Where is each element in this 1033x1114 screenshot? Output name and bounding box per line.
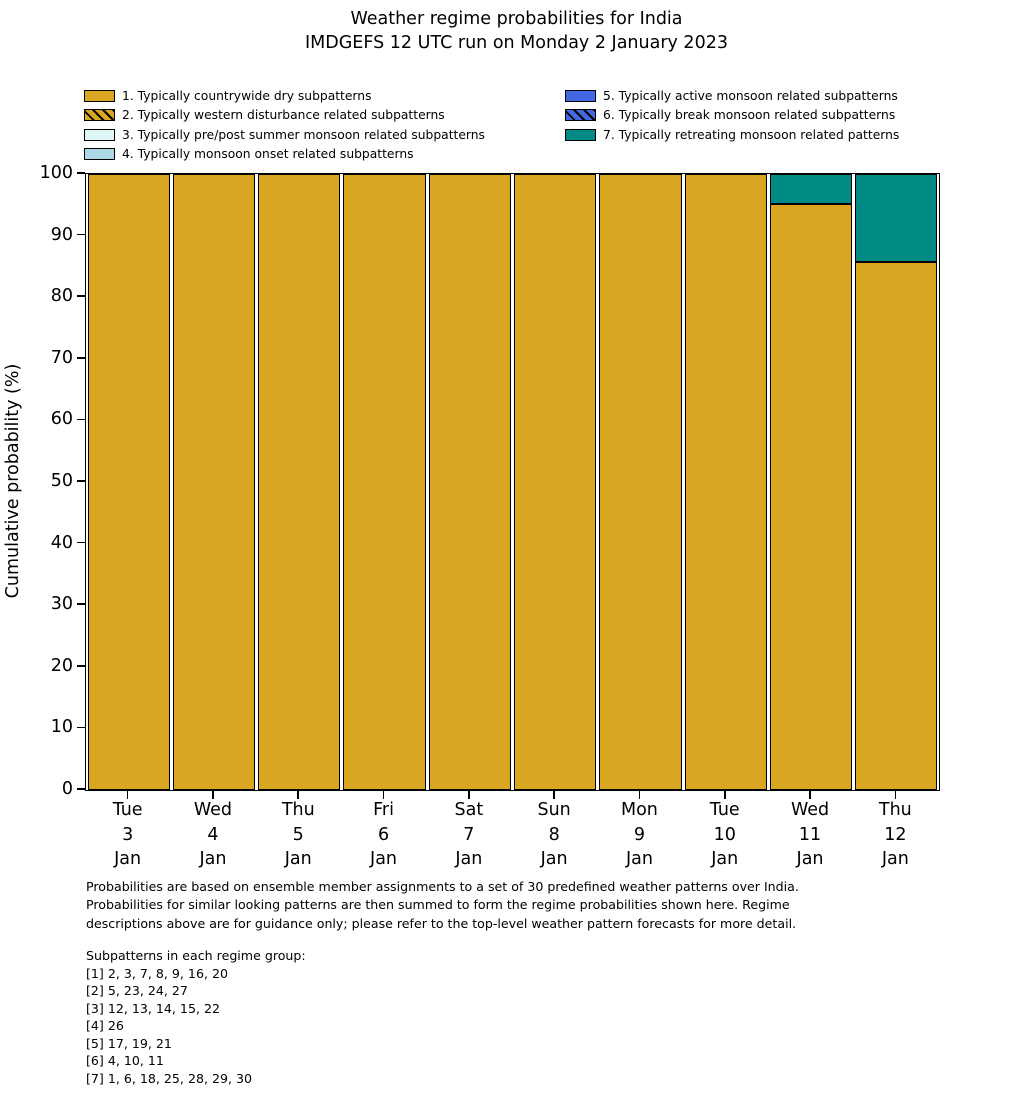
legend-swatch-1: [84, 90, 115, 102]
footer-note: [86, 878, 799, 933]
x-tick-label-line: 12: [884, 824, 907, 845]
x-tick-label-line: 9: [633, 824, 645, 845]
bar-segment: [770, 204, 852, 790]
x-tick-label-line: 5: [292, 824, 304, 845]
legend-column-right: [565, 86, 899, 145]
bar-segment: [88, 174, 170, 790]
legend-label: 6. Typically break monsoon related subpatterns: [603, 108, 896, 123]
x-tick-label: [336, 798, 432, 872]
y-tick-label: 30: [50, 594, 73, 615]
bar-segment: [685, 174, 767, 790]
x-tick-label-line: Jan: [540, 849, 568, 869]
y-tick-mark: [77, 542, 85, 544]
y-tick-mark: [77, 419, 85, 421]
x-tick-label: [762, 798, 858, 872]
legend-item: [84, 125, 485, 145]
x-tick-label-line: Jan: [199, 849, 227, 869]
y-tick-label: 80: [50, 286, 73, 307]
x-tick-label-line: Sat: [454, 800, 484, 820]
subpatterns-line: [1] 2, 3, 7, 8, 9, 16, 20: [86, 965, 228, 981]
subpatterns-line: [2] 5, 23, 24, 27: [86, 983, 188, 998]
legend-swatch-5: [565, 90, 596, 102]
x-tick-label: [421, 798, 517, 872]
bar-segment: [429, 174, 511, 790]
legend-label: 4. Typically monsoon onset related subpatterns: [122, 147, 414, 162]
x-tick-label-line: 3: [122, 824, 134, 845]
x-tick-label: [80, 798, 176, 872]
y-tick-mark: [77, 603, 85, 605]
legend-swatch-6: [565, 109, 596, 121]
y-tick-mark: [77, 234, 85, 236]
legend-label: 3. Typically pre/post summer monsoon related subpatterns: [122, 127, 485, 142]
x-tick-label-line: Mon: [620, 800, 658, 820]
legend-label: 5. Typically active monsoon related subpatterns: [603, 88, 898, 103]
x-tick-label-line: Jan: [711, 849, 739, 869]
x-tick-label-line: 4: [207, 824, 219, 845]
x-tick-label-line: Tue: [709, 800, 740, 820]
x-tick-label-line: Sun: [537, 800, 571, 820]
y-tick-label: 100: [39, 163, 73, 183]
x-tick-label-line: 8: [548, 824, 560, 845]
y-tick-label: 70: [50, 347, 73, 368]
legend-swatch-3: [84, 129, 115, 141]
x-tick-label-line: Jan: [796, 849, 824, 869]
x-tick-label-line: Tue: [112, 800, 143, 820]
subpatterns-line: [3] 12, 13, 14, 15, 22: [86, 1000, 220, 1016]
title-line-2: IMDGEFS 12 UTC run on Monday 2 January 2023: [305, 33, 728, 53]
x-tick-label-line: 7: [463, 824, 475, 845]
x-tick-label: [677, 798, 773, 872]
subpatterns-line: [6] 4, 10, 11: [86, 1053, 164, 1068]
x-tick-label-line: Jan: [284, 849, 312, 869]
x-tick-label-line: 10: [713, 824, 736, 845]
y-tick-label: 20: [50, 655, 73, 676]
legend-label: 1. Typically countrywide dry subpatterns: [122, 88, 372, 103]
legend-swatch-7: [565, 129, 596, 141]
bar-segment: [514, 174, 596, 790]
x-tick-label-line: Jan: [370, 849, 398, 869]
legend-item: [84, 106, 485, 126]
x-tick-label-line: Jan: [455, 849, 483, 869]
y-tick-label: 10: [50, 717, 73, 738]
y-tick-label: 40: [50, 532, 73, 553]
x-tick-label: [250, 798, 346, 872]
subpatterns-line: [5] 17, 19, 21: [86, 1035, 172, 1051]
footer-line: Probabilities are based on ensemble member assignments to a set of 30 predefined weather patterns over India.: [86, 879, 799, 894]
x-tick-label: [591, 798, 687, 872]
y-tick-mark: [77, 295, 85, 297]
x-tick-label-line: 11: [798, 824, 822, 845]
x-tick-label-line: Fri: [373, 800, 394, 820]
bar-segment: [770, 174, 852, 204]
footer-line: Probabilities for similar looking patterns are then summed to form the regime probabilities shown here. Regime: [86, 897, 790, 913]
y-tick-label: 90: [50, 224, 73, 245]
subpatterns-line: [4] 26: [86, 1018, 124, 1033]
legend-column-left: [84, 86, 485, 164]
legend-item: [565, 106, 899, 126]
subpatterns-note: [86, 947, 306, 1087]
x-tick-label-line: Thu: [878, 800, 912, 820]
y-tick-mark: [77, 172, 85, 174]
title-line-1: Weather regime probabilities for India: [350, 9, 683, 29]
x-tick-label-line: Wed: [193, 800, 233, 820]
bar-segment: [599, 174, 681, 790]
bar-segment: [855, 174, 937, 262]
x-tick-label: [165, 798, 261, 872]
subpatterns-line: [7] 1, 6, 18, 25, 28, 29, 30: [86, 1070, 253, 1086]
subpatterns-heading: Subpatterns in each regime group:: [86, 948, 306, 963]
footer-line: descriptions above are for guidance only; please refer to the top-level weather pattern forecasts for more detail.: [86, 915, 797, 931]
plot-area: [85, 173, 940, 791]
bar-segment: [173, 174, 255, 790]
x-tick-label-line: Jan: [881, 849, 909, 869]
legend-item: [84, 86, 485, 106]
x-tick-label-line: Jan: [625, 849, 653, 869]
x-tick-label-line: Jan: [114, 849, 142, 869]
x-tick-label-line: 6: [377, 824, 390, 845]
chart-title: [0, 7, 1033, 55]
y-tick-label: 60: [50, 409, 73, 430]
y-axis-label: Cumulative probability (%): [3, 363, 23, 599]
legend-label: 7. Typically retreating monsoon related patterns: [603, 127, 900, 142]
y-tick-label: 50: [50, 471, 73, 491]
x-tick-label-line: Wed: [790, 800, 830, 820]
y-tick-mark: [77, 357, 85, 359]
legend-swatch-2: [84, 109, 115, 121]
x-tick-label-line: Thu: [281, 800, 315, 820]
x-tick-label: [847, 798, 943, 872]
y-tick-mark: [77, 665, 85, 667]
bar-segment: [343, 174, 425, 790]
y-tick-mark: [77, 727, 85, 729]
legend-label: 2. Typically western disturbance related subpatterns: [122, 108, 445, 123]
legend-swatch-4: [84, 148, 115, 160]
subpatterns-lines: [86, 965, 306, 1088]
bar-segment: [855, 262, 937, 790]
legend-item: [565, 125, 899, 145]
x-tick-label: [506, 798, 602, 872]
legend-item: [84, 145, 485, 165]
y-tick-mark: [77, 480, 85, 482]
legend-item: [565, 86, 899, 106]
y-tick-label: 0: [61, 779, 73, 799]
y-tick-mark: [77, 788, 85, 790]
bar-segment: [258, 174, 340, 790]
